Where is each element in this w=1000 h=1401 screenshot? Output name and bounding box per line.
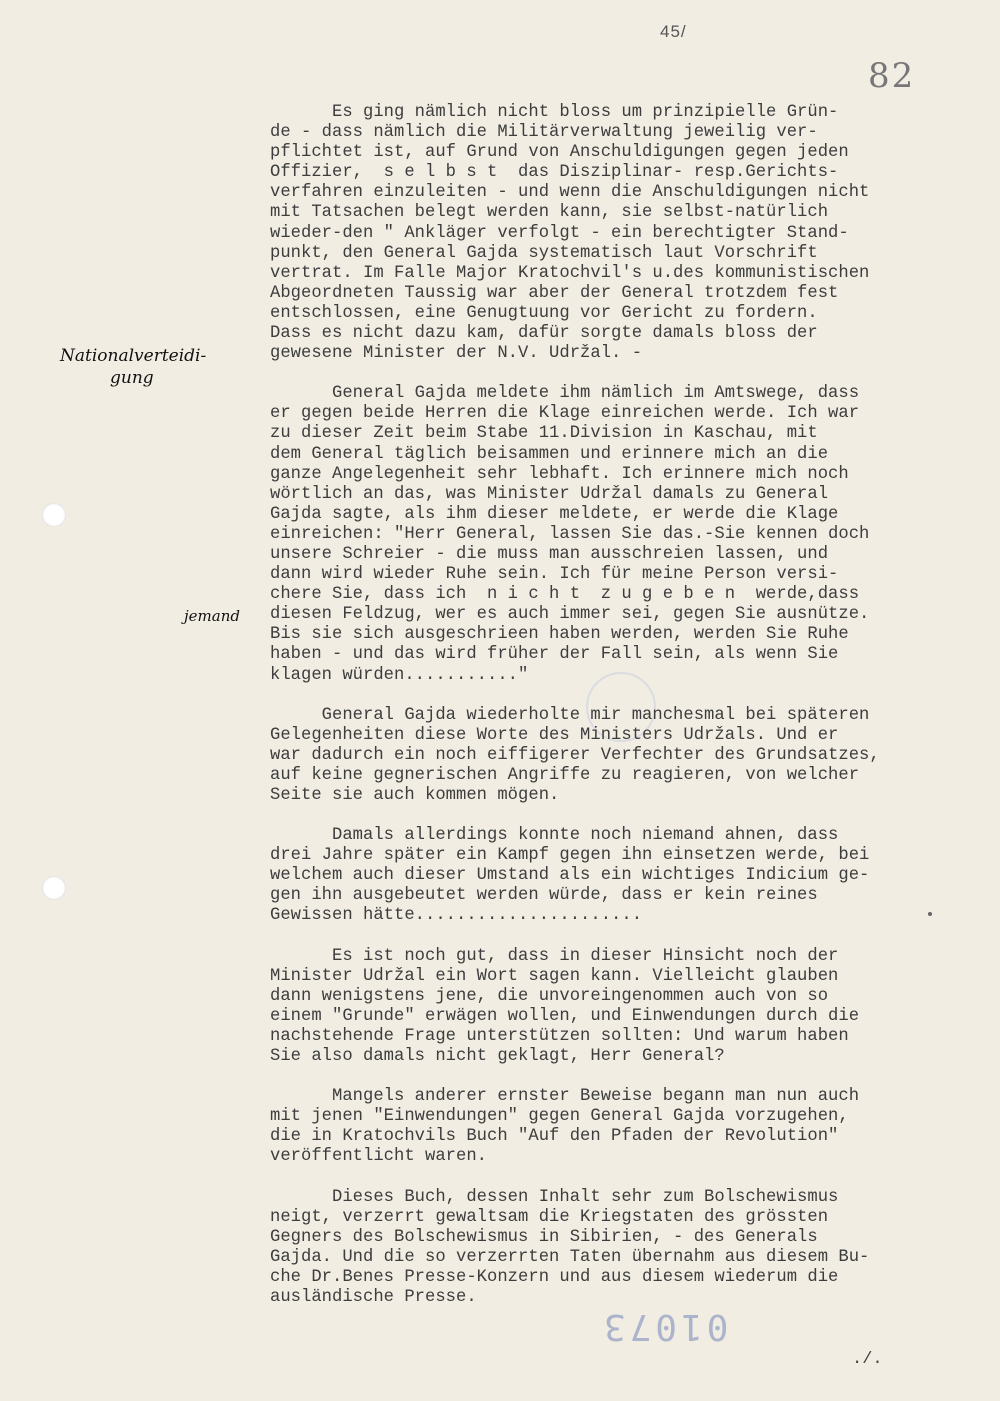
- text-line: Damals allerdings konnte noch niemand ahnen, dass: [270, 826, 839, 846]
- text-line: che Dr.Benes Presse-Konzern und aus diesem wiederum die: [270, 1267, 839, 1287]
- text-line: neigt, verzerrt gewaltsam die Kriegstaten des grössten: [270, 1207, 829, 1227]
- margin-note-jemand: jemand: [184, 607, 240, 625]
- text-line: die in Kratochvils Buch "Auf den Pfaden der Revolution": [270, 1127, 839, 1147]
- text-line: dann wird wieder Ruhe sein. Ich für meine Person versi-: [270, 565, 839, 585]
- text-line: vertrat. Im Falle Major Kratochvil's u.des kommunistischen: [270, 263, 870, 283]
- text-line: zu dieser Zeit beim Stabe 11.Division in Kaschau, mit: [270, 424, 818, 444]
- text-line: chere Sie, dass ich n i c h t z u g e b e n werde,dass: [270, 585, 860, 605]
- paragraph: [270, 947, 980, 1068]
- paragraph: [270, 706, 980, 806]
- paragraph: [270, 1188, 980, 1309]
- text-line: Mangels anderer ernster Beweise begann man nun auch: [270, 1087, 860, 1107]
- archive-stamp-number: 01073: [600, 1306, 729, 1347]
- text-line: mit jenen "Einwendungen" gegen General Gajda vorzugehen,: [270, 1107, 849, 1127]
- text-line: unsere Schreier - die muss man ausschreien lassen, und: [270, 544, 829, 564]
- text-line: Gelegenheiten diese Worte des Ministers Udržals. Und er: [270, 725, 839, 745]
- typewritten-body: [270, 103, 980, 1308]
- text-line: General Gajda wiederholte mir manchesmal bei späteren: [270, 705, 870, 725]
- text-line: einreichen: "Herr General, lassen Sie das.-Sie kennen doch: [270, 524, 870, 544]
- text-line: Gewissen hätte......................: [270, 906, 643, 926]
- text-line: Seite sie auch kommen mögen.: [270, 786, 560, 805]
- text-line: er gegen beide Herren die Klage einreichen werde. Ich war: [270, 404, 860, 424]
- text-line: Offizier, s e l b s t das Disziplinar- resp.Gerichts-: [270, 163, 839, 183]
- text-line: Sie also damals nicht geklagt, Herr General?: [270, 1047, 725, 1067]
- text-line: Gajda sagte, als ihm dieser meldete, er werde die Klage: [270, 504, 839, 524]
- text-line: einem "Grunde" erwägen wollen, und Einwendungen durch die: [270, 1006, 860, 1026]
- continuation-mark: ./.: [852, 1350, 883, 1369]
- text-line: mit Tatsachen belegt werden kann, sie selbst-natürlich: [270, 203, 829, 223]
- text-line: drei Jahre später ein Kampf gegen ihn einsetzen werde, bei: [270, 846, 870, 866]
- text-line: Minister Udržal ein Wort sagen kann. Vielleicht glauben: [270, 966, 839, 986]
- text-line: dann wenigstens jene, die unvoreingenommen auch von so: [270, 986, 829, 1006]
- text-line: verfahren einzuleiten - und wenn die Anschuldigungen nicht: [270, 183, 870, 203]
- text-line: wörtlich an das, was Minister Udržal damals zu General: [270, 484, 829, 504]
- text-line: dem General täglich beisammen und erinnere mich an die: [270, 444, 829, 464]
- text-line: ausländische Presse.: [270, 1287, 477, 1307]
- text-line: veröffentlicht waren.: [270, 1147, 488, 1167]
- text-line: entschlossen, eine Genugtuung vor Gericht zu fordern.: [270, 303, 818, 323]
- text-line: war dadurch ein noch eiffigerer Verfechter des Grundsatzes,: [270, 745, 880, 765]
- text-line: de - dass nämlich die Militärverwaltung jeweilig ver-: [270, 123, 818, 143]
- text-line: punkt, den General Gajda systematisch laut Vorschrift: [270, 243, 818, 263]
- folio-number: 45/: [660, 22, 687, 41]
- margin-note-line: Nationalverteidi-: [60, 346, 207, 366]
- text-line: nachstehende Frage unterstützen sollten: Und warum haben: [270, 1026, 849, 1046]
- text-line: Dass es nicht dazu kam, dafür sorgte damals bloss der: [270, 324, 818, 344]
- paragraph: [270, 384, 980, 685]
- margin-note-nationalverteidigung: [60, 345, 206, 389]
- text-line: welchem auch dieser Umstand als ein wichtiges Indicium ge-: [270, 866, 870, 886]
- text-line: wieder-den " Ankläger verfolgt - ein berechtigter Stand-: [270, 223, 849, 243]
- punch-hole: [42, 503, 66, 527]
- punch-hole: [42, 876, 66, 900]
- text-line: Es ist noch gut, dass in dieser Hinsicht noch der: [270, 946, 839, 966]
- text-line: Es ging nämlich nicht bloss um prinzipielle Grün-: [270, 103, 839, 122]
- text-line: pflichtet ist, auf Grund von Anschuldigungen gegen jeden: [270, 143, 849, 163]
- page-number: 82: [868, 56, 916, 96]
- margin-note-line: gung: [110, 368, 154, 388]
- text-line: General Gajda meldete ihm nämlich im Amtswege, dass: [270, 384, 860, 404]
- text-line: haben - und das wird früher der Fall sein, als wenn Sie: [270, 645, 839, 665]
- text-line: gen ihn ausgebeutet werden würde, dass er kein reines: [270, 886, 818, 906]
- text-line: diesen Feldzug, wer es auch immer sei, gegen Sie ausnütze.: [270, 605, 870, 625]
- text-line: Bis sie sich ausgeschrieen haben werden, werden Sie Ruhe: [270, 625, 849, 645]
- paragraph: [270, 826, 980, 926]
- text-line: gewesene Minister der N.V. Udržal. -: [270, 344, 643, 364]
- text-line: auf keine gegnerischen Angriffe zu reagieren, von welcher: [270, 765, 860, 785]
- paragraph: [270, 103, 980, 364]
- paragraph: [270, 1087, 980, 1167]
- text-line: ganze Angelegenheit sehr lebhaft. Ich erinnere mich noch: [270, 464, 849, 484]
- text-line: klagen würden...........": [270, 665, 529, 685]
- text-line: Gegners des Bolschewismus in Sibirien, - des Generals: [270, 1227, 818, 1247]
- text-line: Gajda. Und die so verzerrten Taten übernahm aus diesem Bu-: [270, 1247, 870, 1267]
- text-line: Dieses Buch, dessen Inhalt sehr zum Bolschewismus: [270, 1187, 839, 1207]
- text-line: Abgeordneten Taussig war aber der General trotzdem fest: [270, 283, 839, 303]
